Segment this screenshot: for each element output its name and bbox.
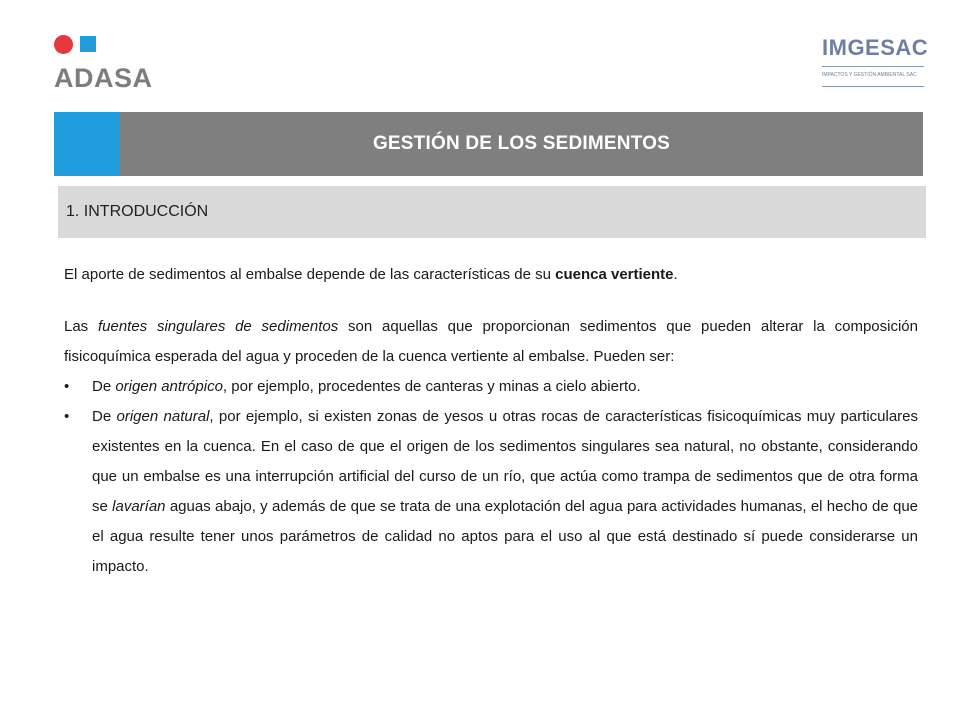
bold-term: cuenca vertiente [555,266,674,283]
italic-term: origen antrópico [115,378,223,395]
text-run: . [673,266,678,283]
text-run: , por ejemplo, procedentes de canteras y minas a cielo abierto. [222,378,641,395]
list-item [64,372,918,402]
imgesac-logo-subtitle: IMPACTOS Y GESTIÓN AMBIENTAL SAC [822,72,917,78]
page-title: GESTIÓN DE LOS SEDIMENTOS [372,133,671,154]
bullet-marker: • [64,408,70,425]
title-accent-block [54,112,120,176]
section-title: 1. INTRODUCCIÓN [66,203,209,220]
text-run: , por ejemplo, si existen zonas de yesos u otras rocas de características fisicoquímicas muy particulares existentes en la cuenca. En el caso de que el origen de los sedimentos singulares sea natural, no obstante, considerando que un embalse es una interrupción artificial del curso de un río, que actúa como trampa de sedimentos que de otra forma se [92,408,919,515]
bullet-marker: • [64,378,70,395]
title-bar [120,112,923,176]
logo-divider [822,86,924,87]
text-run: De [92,408,117,425]
bullet-list [64,372,918,582]
logo-red-circle [54,35,73,54]
imgesac-logo-text: IMGESAC [822,35,929,60]
body-content [64,260,918,582]
imgesac-logo [820,34,929,96]
adasa-logo [54,33,174,95]
text-run: Las [64,318,98,335]
list-item [64,402,918,582]
section-header [58,186,926,238]
italic-term: lavarían [112,498,166,515]
adasa-logo-text: ADASA [54,63,153,93]
italic-term: fuentes singulares de sedimentos [97,318,339,335]
text-run: aguas abajo, y además de que se trata de una explotación del agua para actividades humanas, el hecho de que el agua resulte tener unos parámetros de calidad no aptos para el uso al que está destinado sí puede considerarse un impacto. [92,498,918,575]
definition-paragraph [64,312,918,372]
text-run: El aporte de sedimentos al embalse depende de las características de su [64,266,556,283]
logo-blue-square [80,36,96,52]
text-run: De [92,378,116,395]
intro-paragraph [64,260,918,290]
logo-divider [822,66,924,67]
text-run: son aquellas que proporcionan sedimentos que pueden alterar la composición fisicoquímica esperada del agua y proceden de la cuenca vertiente al embalse. Pueden ser: [64,318,918,365]
italic-term: origen natural [116,408,210,425]
